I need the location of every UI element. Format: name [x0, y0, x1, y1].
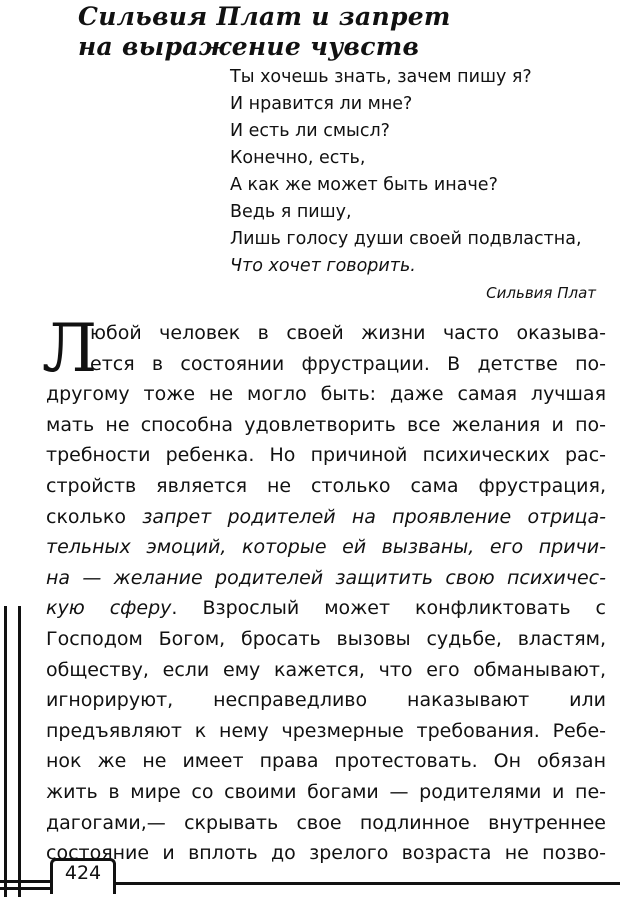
text-line: состояние и вплоть до зрелого возраста не позво- [46, 842, 606, 865]
text-line: игнорируют, несправедливо наказывают или [46, 689, 606, 712]
chapter-title-line-1: Сильвия Плат и запрет [78, 2, 451, 31]
text-line: Господом Богом, бросать вызовы судьбе, властям, [46, 627, 606, 650]
text-line: ется в состоянии фрустрации. В детстве по- [90, 352, 606, 375]
text-line [46, 563, 606, 594]
chapter-title-line-2: на выражение чувств [78, 32, 420, 61]
text-line [46, 532, 606, 563]
text-line: мать не способна удовлетворить все желания и по- [46, 413, 606, 436]
text-line [46, 593, 606, 624]
drop-cap: Л [42, 310, 98, 387]
epigraph-author: Сильвия Плат [486, 284, 596, 302]
poem-line: И есть ли смысл? [230, 121, 390, 141]
poem-line: И нравится ли мне? [230, 94, 413, 114]
text-line: дагогами,— скрывать свое подлинное внутреннее [46, 811, 606, 834]
text-run: сколько [46, 505, 143, 528]
margin-rule-outer [4, 606, 7, 897]
margin-rule-inner [18, 606, 21, 897]
footer-rule-right [116, 882, 620, 885]
poem-line: А как же может быть иначе? [230, 175, 498, 195]
text-line: предъявляют к нему чрезмерные требования. Ребе- [46, 719, 606, 742]
text-line [46, 502, 606, 533]
text-line: обществу, если ему кажется, что его обманывают, [46, 658, 606, 681]
text-line: другому тоже не могло быть: даже самая лучшая [46, 383, 606, 406]
poem-line: Что хочет говорить. [230, 256, 416, 276]
text-line: стройств является не столько сама фрустрация, [46, 474, 606, 497]
emphasis-text: на — желание родителей защитить свою психичес- [46, 566, 606, 589]
poem-line: Конечно, есть, [230, 148, 366, 168]
body-text [46, 318, 606, 869]
footer-rule-left-2 [0, 887, 50, 890]
emphasis-text: тельных эмоций, которые ей вызваны, его причи- [46, 536, 606, 559]
footer-rule-left [0, 880, 50, 883]
chapter-title [78, 2, 598, 62]
poem-line: Ведь я пишу, [230, 202, 352, 222]
text-line: нок же не имеет права протестовать. Он обязан [46, 750, 606, 773]
text-line: юбой человек в своей жизни часто оказыва- [90, 322, 606, 344]
page-number: 424 [64, 862, 102, 884]
text-line: жить в мире со своими богами — родителями и пе- [46, 780, 606, 803]
text-line: требности ребенка. Но причиной психических рас- [46, 444, 606, 467]
poem-line: Ты хочешь знать, зачем пишу я? [230, 67, 532, 87]
text-run: . Взрослый может конфликтовать с [171, 597, 606, 620]
epigraph-poem [230, 64, 610, 280]
emphasis-text: запрет родителей на проявление отрица- [142, 505, 606, 528]
emphasis-text: кую сферу [46, 597, 172, 620]
poem-line: Лишь голосу души своей подвластна, [230, 229, 582, 249]
